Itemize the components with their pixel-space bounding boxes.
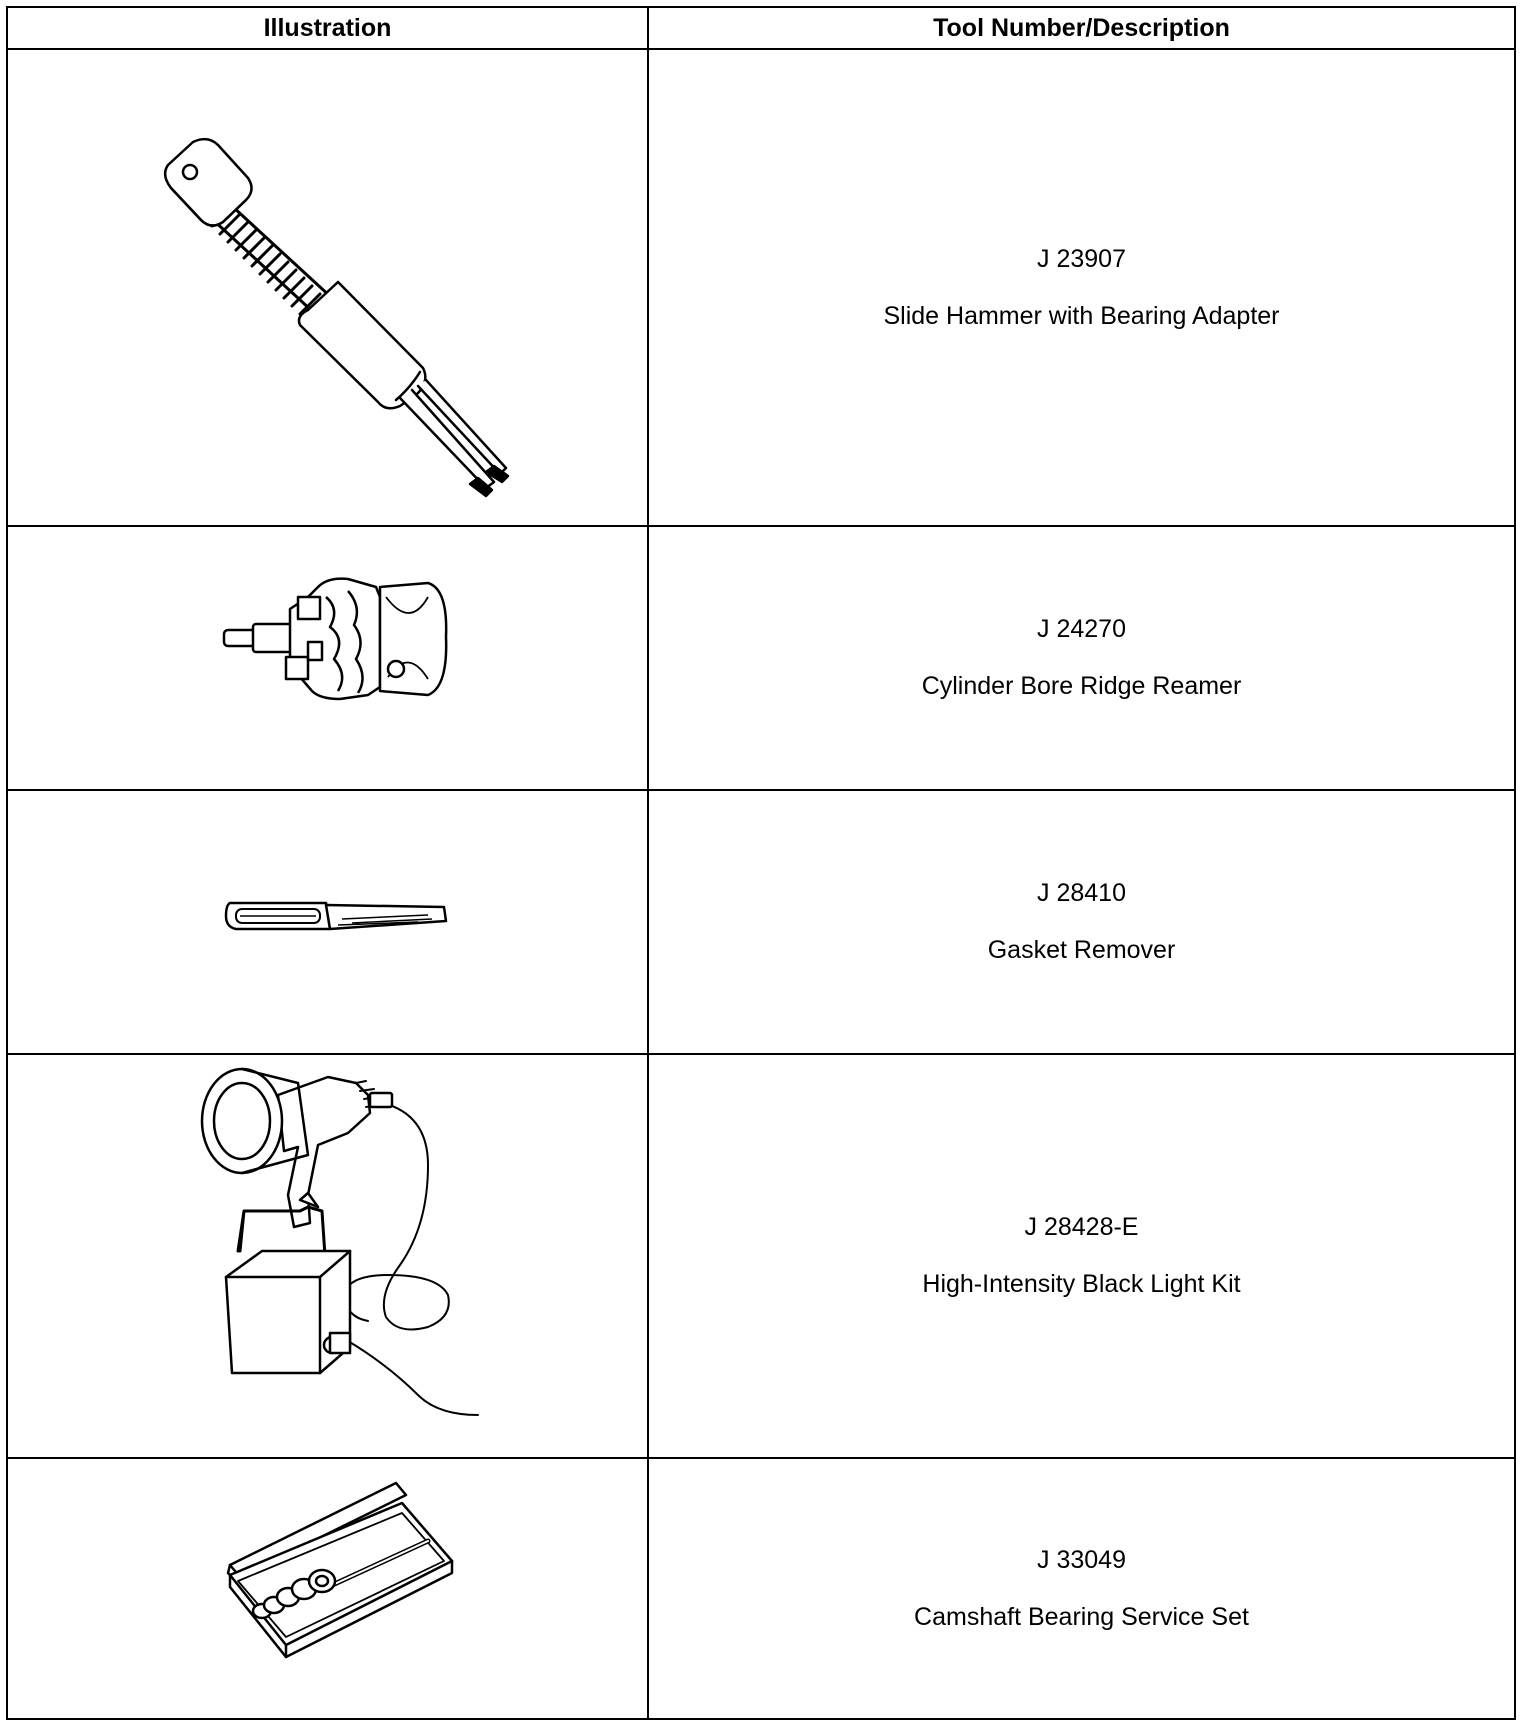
- description-cell: [648, 1054, 1515, 1458]
- illustration-cell: [7, 1458, 648, 1719]
- illustration-cell: [7, 790, 648, 1054]
- table-row: [7, 49, 1515, 526]
- table-row: [7, 1458, 1515, 1719]
- tool-table: [6, 6, 1516, 1720]
- gasket-remover-icon: [8, 791, 649, 1053]
- slide-hammer-icon: [8, 50, 649, 525]
- table-row: [7, 1054, 1515, 1458]
- black-light-icon: [8, 1055, 649, 1457]
- tool-description: Slide Hammer with Bearing Adapter: [883, 301, 1280, 330]
- header-illustration: Illustration: [7, 7, 648, 49]
- description-cell: [648, 1458, 1515, 1719]
- tool-description: Cylinder Bore Ridge Reamer: [921, 672, 1242, 700]
- description-cell: [648, 49, 1515, 526]
- description-cell: [648, 790, 1515, 1054]
- table-row: [7, 526, 1515, 790]
- ridge-reamer-icon: [8, 527, 649, 789]
- tool-description: Gasket Remover: [987, 936, 1176, 964]
- table-header-row: [7, 7, 1515, 49]
- illustration-cell: [7, 49, 648, 526]
- header-tool-description: Tool Number/Description: [648, 7, 1515, 49]
- illustration-cell: [7, 526, 648, 790]
- camshaft-set-icon: [8, 1459, 649, 1718]
- illustration-cell: [7, 1054, 648, 1458]
- tool-description: High-Intensity Black Light Kit: [922, 1270, 1241, 1298]
- tool-description: Camshaft Bearing Service Set: [914, 1602, 1249, 1631]
- table-row: [7, 790, 1515, 1054]
- tool-number: J 24270: [1037, 615, 1126, 643]
- description-cell: [648, 526, 1515, 790]
- tool-number: J 28428-E: [1024, 1213, 1139, 1241]
- tool-number: J 33049: [1037, 1545, 1126, 1574]
- tool-number: J 28410: [1037, 879, 1126, 907]
- tool-number: J 23907: [1037, 244, 1126, 273]
